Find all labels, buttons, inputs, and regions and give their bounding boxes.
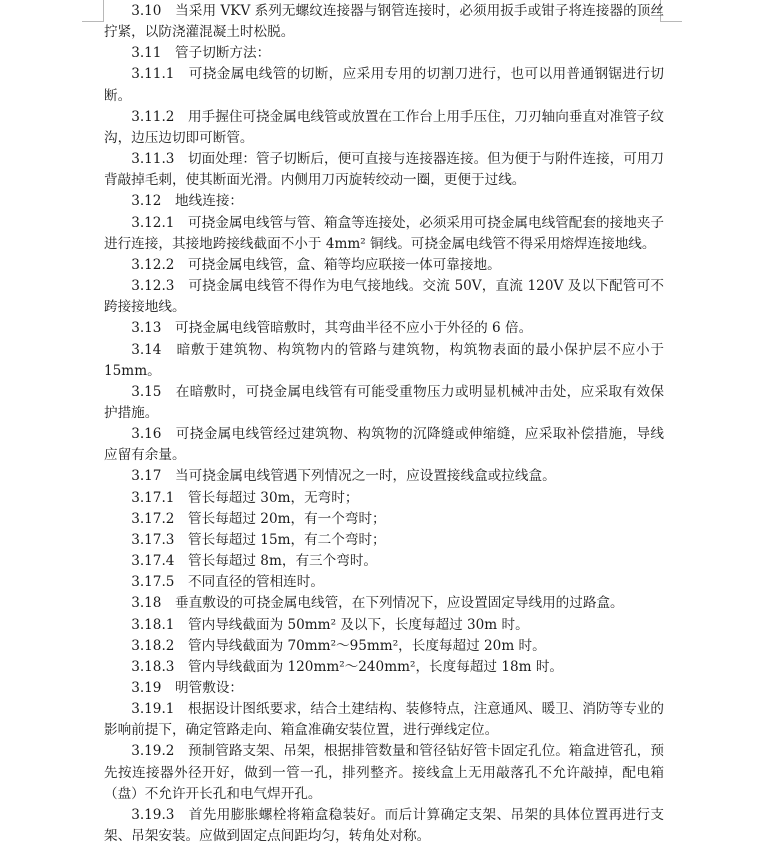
clause-3-19-2: 3.19.2 预制管路支架、吊架，根据排管数量和管径钻好管卡固定孔位。箱盒进管孔，预先按连接器外径开好，做到一管一孔，排列整齐。接线盒上无用敲落孔不允许敲掉，配电箱（盘）不允许开长孔和电气焊开孔。 xyxy=(104,743,664,802)
clause-3-17-5: 3.17.5 不同直径的管相连时。 xyxy=(131,574,324,591)
clause-3-18-1: 3.18.1 管内导线截面为 50mm² 及以下，长度每超过 30m 时。 xyxy=(131,616,529,633)
document-body xyxy=(104,0,664,847)
clause-3-13: 3.13 可挠金属电线管暗敷时，其弯曲半径不应小于外径的 6 倍。 xyxy=(131,320,533,337)
clause-3-17-2: 3.17.2 管长每超过 20m，有一个弯时； xyxy=(131,510,386,527)
clause-3-19-1: 3.19.1 根据设计图纸要求，结合土建结构、装修特点，注意通风、暖卫、消防等专业的影响前提下，确定管路走向、箱盒准确安装位置，进行弹线定位。 xyxy=(104,701,664,739)
clause-3-11: 3.11 管子切断方法： xyxy=(131,45,271,62)
clause-3-19: 3.19 明管敷设： xyxy=(131,680,244,696)
clause-3-11-1: 3.11.1 可挠金属电线管的切断，应采用专用的切割刀进行，也可以用普通钢锯进行切断。 xyxy=(104,66,664,104)
clause-3-16: 3.16 可挠金属电线管经过建筑物、构筑物的沉降缝或伸缩缝，应采取补偿措施，导线应留有余量。 xyxy=(104,426,664,464)
clause-3-17-1: 3.17.1 管长每超过 30m，无弯时； xyxy=(131,489,359,506)
clause-3-18-3: 3.18.3 管内导线截面为 120mm²～240mm²，长度每超过 18m 时。 xyxy=(131,658,564,675)
clause-3-12-1: 3.12.1 可挠金属电线管与管、箱盒等连接处，必须采用可挠金属电线管配套的接地夹子进行连接，其接地跨接线截面不小于 4mm² 铜线。可挠金属电线管不得采用熔焊连接地线。 xyxy=(104,214,664,252)
clause-3-18-2: 3.18.2 管内导线截面为 70mm²～95mm²，长度每超过 20m 时。 xyxy=(131,637,546,654)
clause-3-14: 3.14 暗敷于建筑物、构筑物内的管路与建筑物，构筑物表面的最小保护层不应小于 15mm。 xyxy=(104,341,664,379)
clause-3-18: 3.18 垂直敷设的可挠金属电线管，在下列情况下，应设置固定导线用的过路盒。 xyxy=(131,595,624,612)
clause-3-11-3: 3.11.3 切面处理：管子切断后，便可直接与连接器连接。但为便于与附件连接，可用刀背敲掉毛刺，使其断面光滑。内侧用刀丙旋转绞动一圈，更便于过线。 xyxy=(104,151,664,189)
clause-3-12-2: 3.12.2 可挠金属电线管，盒、箱等均应联接一体可靠接地。 xyxy=(131,256,501,273)
clause-3-19-3: 3.19.3 首先用膨胀螺栓将箱盒稳装好。而后计算确定支架、吊架的具体位置再进行支架、吊架安装。应做到固定点间距均匀，转角处对称。 xyxy=(104,806,664,845)
clause-3-15: 3.15 在暗敷时，可挠金属电线管有可能受重物压力或明显机械冲击处，应采取有效保护措施。 xyxy=(104,383,664,421)
clause-3-17: 3.17 当可挠金属电线管遇下列情况之一时，应设置接线盒或拉线盒。 xyxy=(131,468,556,485)
clause-3-17-4: 3.17.4 管长每超过 8m，有三个弯时。 xyxy=(131,553,378,570)
clause-3-12-3: 3.12.3 可挠金属电线管不得作为电气接地线。交流 50V，直流 120V 及以下配管可不跨接接地线。 xyxy=(104,278,664,316)
clause-3-11-2: 3.11.2 用手握住可挠金属电线管或放置在工作台上用手压住，刀刃轴向垂直对准管子纹沟，边压边切即可断管。 xyxy=(104,108,664,146)
clause-3-10: 3.10 当采用 VKV 系列无螺纹连接器与钢管连接时，必须用扳手或钳子将连接器的顶丝拧紧，以防浇灌混凝土时松脱。 xyxy=(104,3,664,41)
clause-3-12: 3.12 地线连接： xyxy=(131,193,244,210)
clause-3-17-3: 3.17.3 管长每超过 15m，有二个弯时； xyxy=(131,531,386,548)
crop-mark-top-left-horizontal xyxy=(82,21,104,22)
